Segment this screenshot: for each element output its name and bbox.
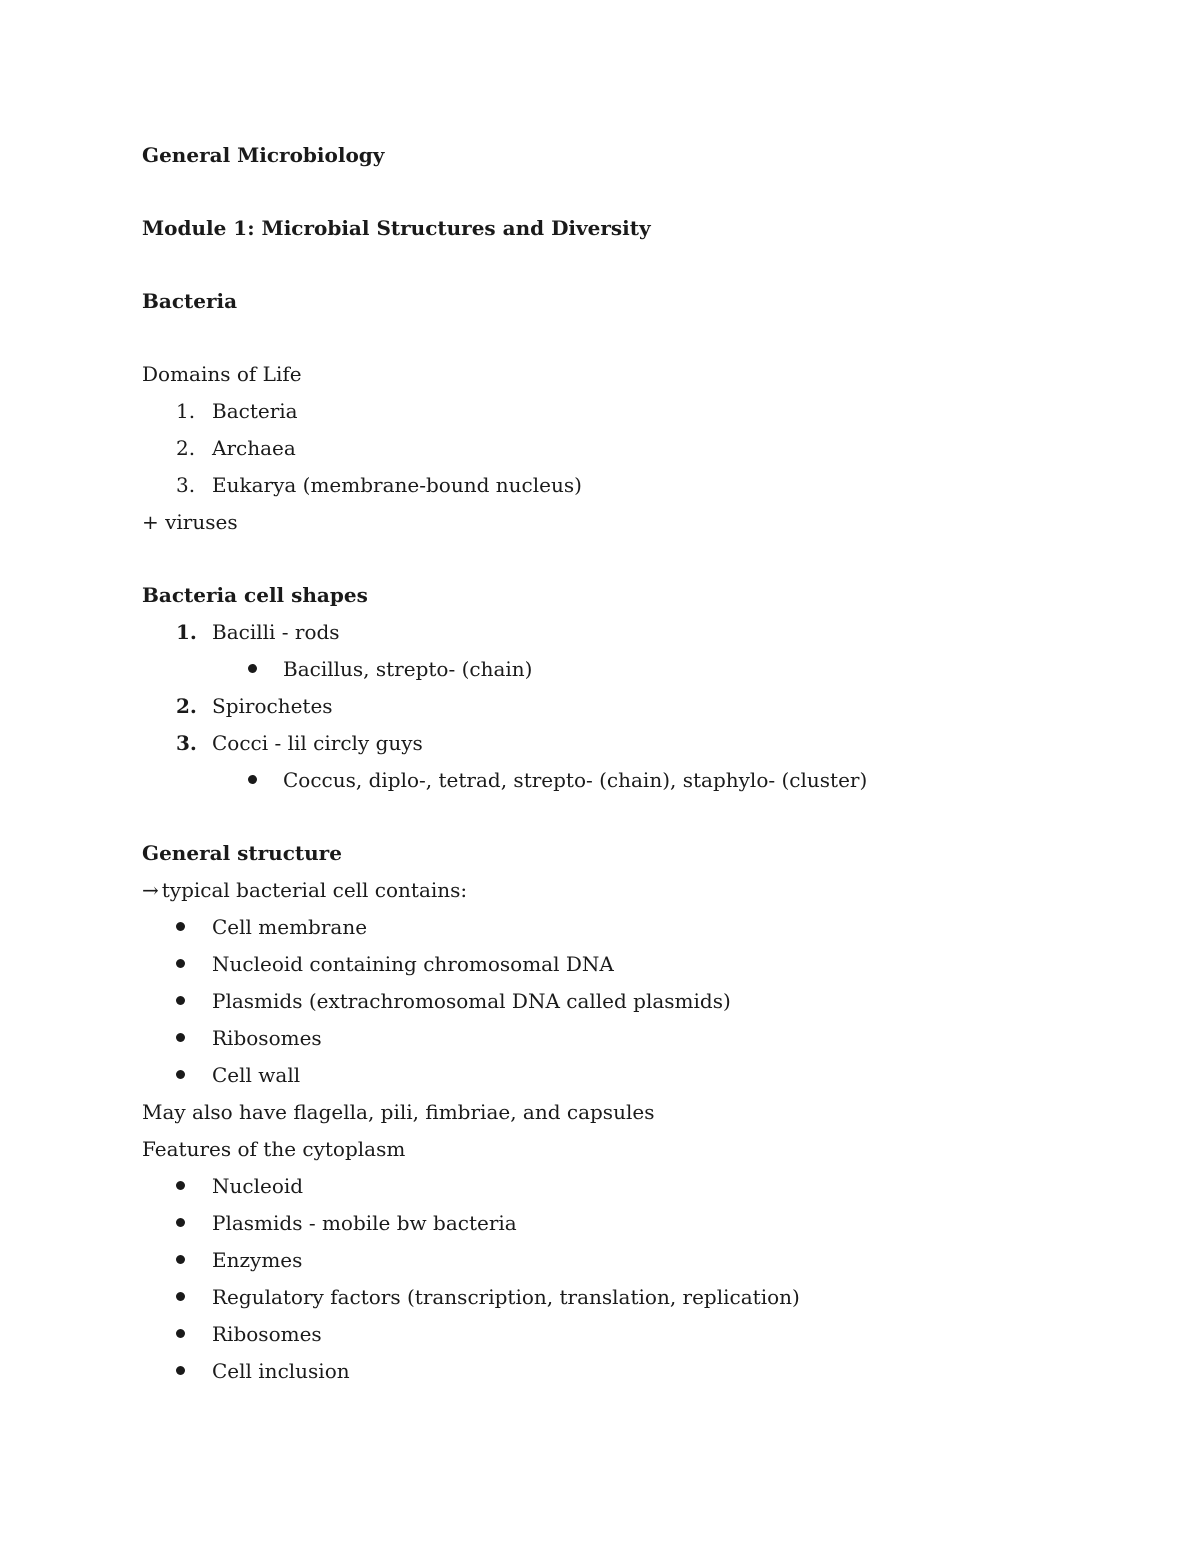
list-item (142, 467, 1062, 504)
structure-intro (142, 872, 1062, 909)
bullet-icon (176, 1242, 185, 1279)
bullet-icon (176, 1353, 185, 1390)
general-structure-heading: General structure (142, 841, 342, 865)
viruses-note: + viruses (142, 510, 238, 534)
list-number: 1. (176, 620, 197, 644)
list-item (142, 1168, 1062, 1205)
list-number: 2. (176, 436, 196, 460)
cytoplasm-list (142, 1168, 1062, 1390)
bullet-icon (176, 1279, 185, 1316)
bullet-icon (176, 1057, 185, 1094)
list-item-text: Cell wall (212, 1063, 301, 1087)
list-item-text: Nucleoid containing chromosomal DNA (212, 952, 614, 976)
list-number: 3. (176, 473, 196, 497)
bullet-icon (248, 762, 257, 799)
list-item (142, 1205, 1062, 1242)
list-item (142, 983, 1062, 1020)
list-item-text: Eukarya (membrane-bound nucleus) (212, 473, 582, 497)
list-number: 2. (176, 694, 197, 718)
list-item-text: Coccus, diplo-, tetrad, strepto- (chain), staphylo- (cluster) (283, 768, 868, 792)
list-item (142, 1279, 1062, 1316)
bullet-icon (248, 651, 257, 688)
cytoplasm-label: Features of the cytoplasm (142, 1137, 406, 1161)
bullet-icon (176, 909, 185, 946)
sub-list-item (142, 651, 1062, 688)
list-item (142, 614, 1062, 651)
spacer (142, 247, 1062, 283)
list-number: 1. (176, 399, 196, 423)
bullet-icon (176, 1020, 185, 1057)
list-item (142, 946, 1062, 983)
list-item (142, 1316, 1062, 1353)
spacer (142, 541, 1062, 577)
bullet-icon (176, 1205, 185, 1242)
list-item-text: Bacillus, strepto- (chain) (283, 657, 533, 681)
cell-shapes-list (142, 614, 1062, 799)
bullet-icon (176, 983, 185, 1020)
list-item-text: Spirochetes (212, 694, 333, 718)
domains-list (142, 393, 1062, 504)
bullet-icon (176, 946, 185, 983)
document-title: General Microbiology (142, 143, 385, 167)
list-item-text: Plasmids - mobile bw bacteria (212, 1211, 517, 1235)
list-item (142, 430, 1062, 467)
list-item-text: Ribosomes (212, 1322, 322, 1346)
right-arrow-icon: → (142, 878, 159, 902)
list-item-text: Cell inclusion (212, 1359, 350, 1383)
intro-text: typical bacterial cell contains: (161, 878, 468, 902)
spacer (142, 174, 1062, 210)
list-item-text: Bacteria (212, 399, 298, 423)
list-item-text: Nucleoid (212, 1174, 304, 1198)
module-heading: Module 1: Microbial Structures and Diversity (142, 216, 651, 240)
structure-list (142, 909, 1062, 1094)
list-item-text: Plasmids (extrachromosomal DNA called plasmids) (212, 989, 731, 1013)
sub-list-item (142, 762, 1062, 799)
list-item (142, 688, 1062, 725)
structure-note: May also have flagella, pili, fimbriae, and capsules (142, 1100, 655, 1124)
bullet-icon (176, 1168, 185, 1205)
list-item (142, 1057, 1062, 1094)
list-item-text: Enzymes (212, 1248, 303, 1272)
domains-label: Domains of Life (142, 362, 302, 386)
list-item-text: Cocci - lil circly guys (212, 731, 423, 755)
list-item (142, 1242, 1062, 1279)
list-item (142, 909, 1062, 946)
list-item (142, 1353, 1062, 1390)
list-item-text: Cell membrane (212, 915, 368, 939)
list-item (142, 725, 1062, 762)
cell-shapes-heading: Bacteria cell shapes (142, 583, 368, 607)
list-item-text: Ribosomes (212, 1026, 322, 1050)
spacer (142, 320, 1062, 356)
spacer (142, 799, 1062, 835)
list-item-text: Archaea (212, 436, 296, 460)
list-number: 3. (176, 731, 197, 755)
section-heading-bacteria: Bacteria (142, 289, 238, 313)
document-content (142, 137, 1062, 1390)
list-item (142, 1020, 1062, 1057)
list-item-text: Regulatory factors (transcription, translation, replication) (212, 1285, 800, 1309)
list-item (142, 393, 1062, 430)
list-item-text: Bacilli - rods (212, 620, 340, 644)
bullet-icon (176, 1316, 185, 1353)
